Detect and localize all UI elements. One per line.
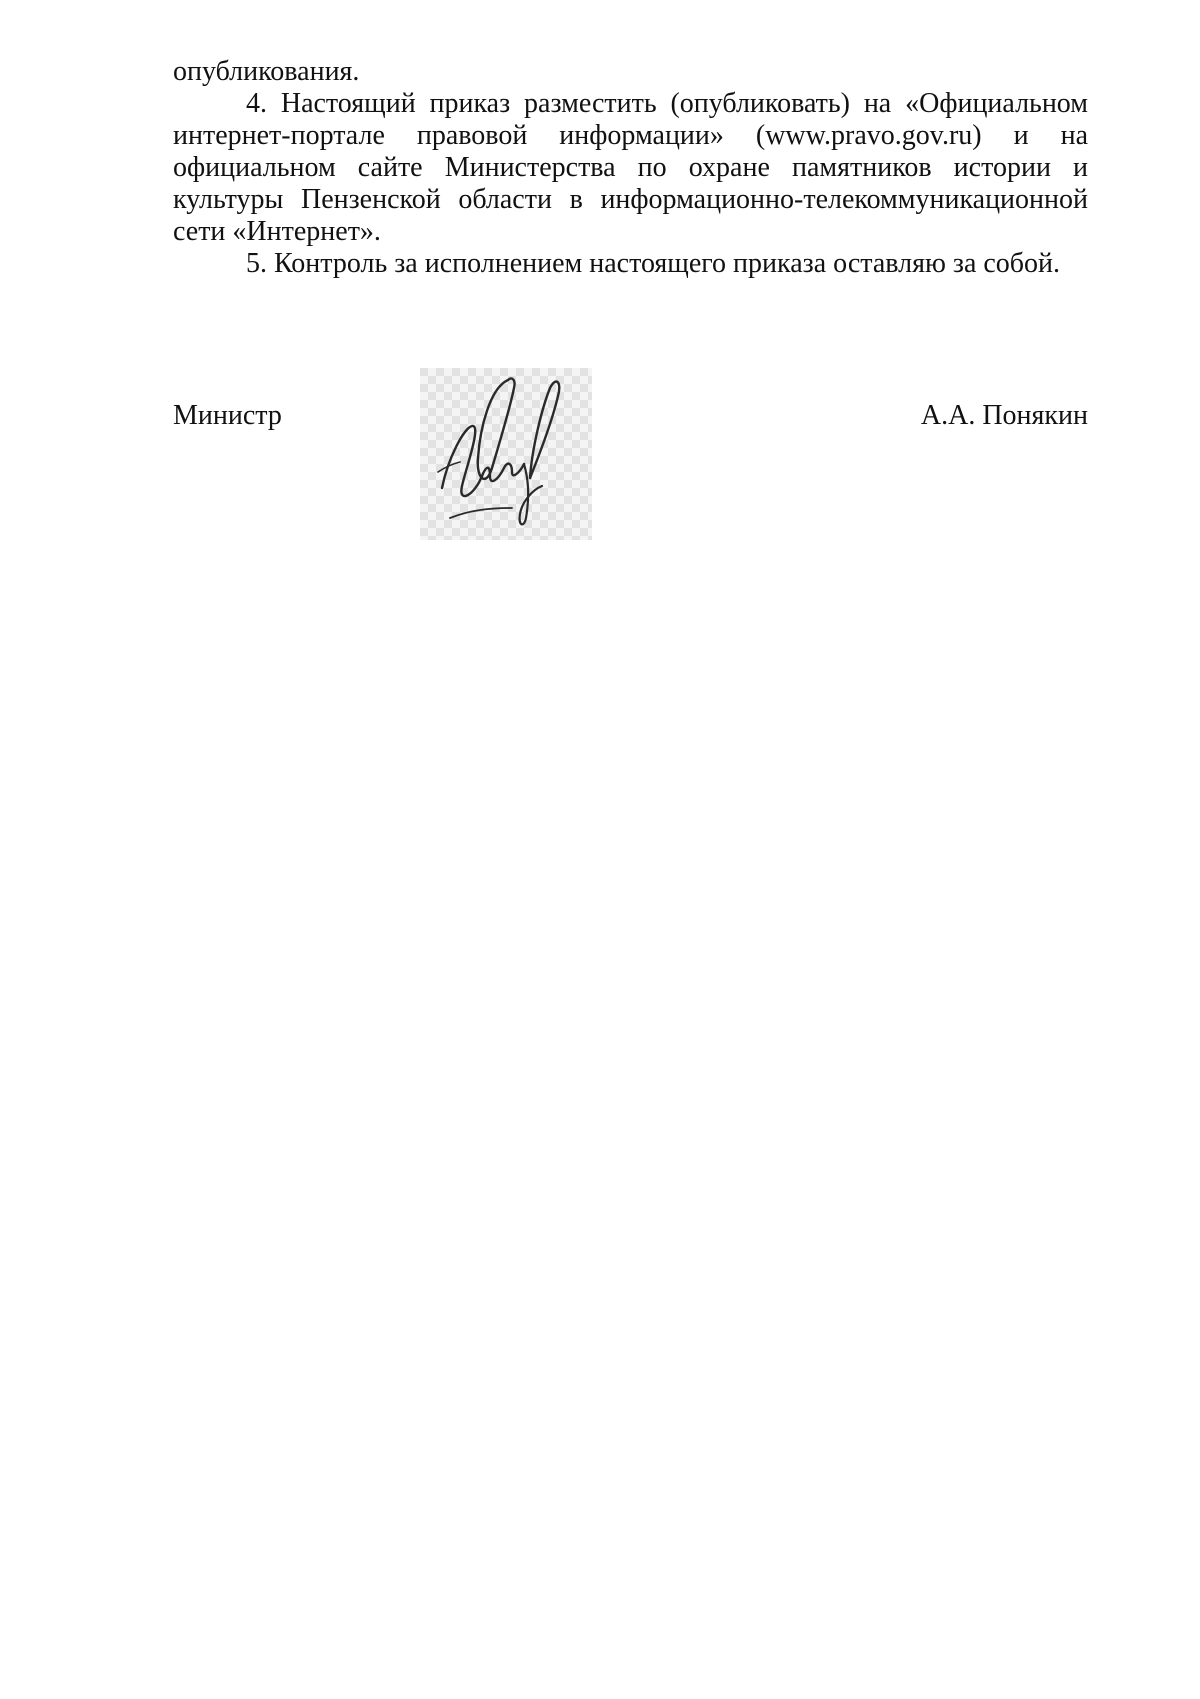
signature-row (173, 400, 1088, 440)
signatory-name: А.А. Понякин (920, 400, 1088, 431)
paragraph-item-5: 5. Контроль за исполнением настоящего приказа оставляю за собой. (246, 248, 1061, 279)
handwritten-signature-icon (420, 368, 592, 540)
signatory-title: Министр (173, 400, 282, 431)
paragraph-continuation: опубликования. (173, 56, 360, 87)
document-body (173, 56, 1088, 280)
paragraph-item-4: 4. Настоящий приказ разместить (опубликовать) на «Официальном интернет-портале правовой информации» (www.pravo.gov.ru) и на официальном сайте Министерства по охране памятников истории и культуры Пензенской области в информационно-телекоммуникационной сети «Интернет». (173, 88, 1088, 247)
